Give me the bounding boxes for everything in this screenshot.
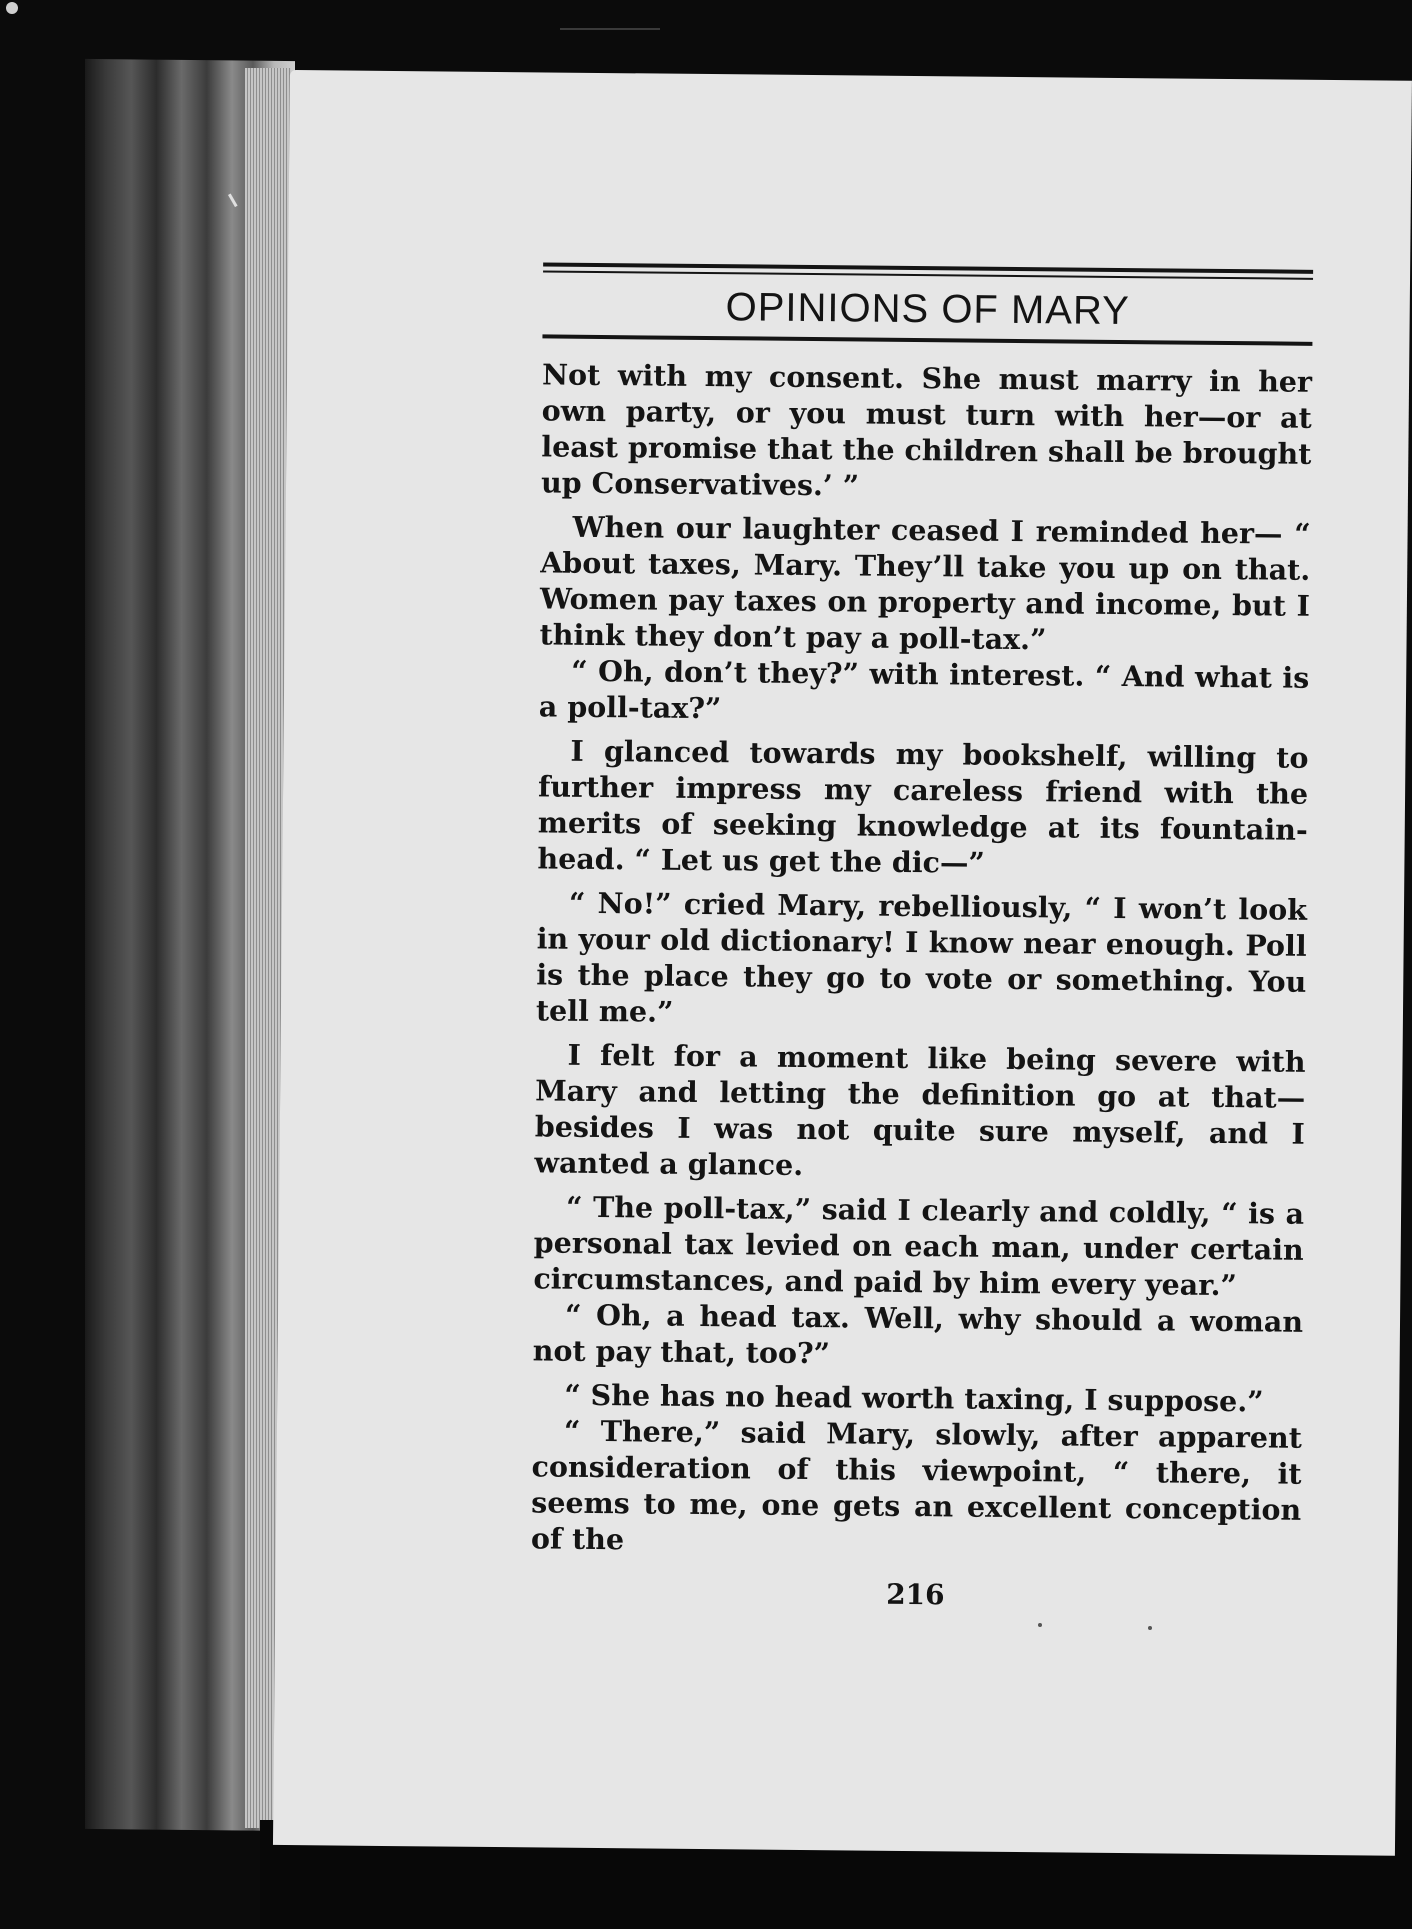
page: [273, 70, 1412, 1856]
paragraph: “ Oh, a head tax. Well, why should a woman not pay that, too?”: [532, 1297, 1304, 1371]
paragraph: I felt for a moment like being severe with Mary and letting the definition go at that— besides I was not quite sure myself, and I wanted a glance.: [534, 1037, 1306, 1182]
paragraph: “ No!” cried Mary, rebelliously, “ I won’t look in your old dictionary! I know near enough. Poll is the place they go to vote or something. You tell me.”: [535, 885, 1308, 1029]
page-content: [530, 262, 1313, 1614]
paragraph: “ The poll-tax,” said I clearly and coldly, “ is a personal tax levied on each man, under certain circumstances, and paid by him every year.”: [533, 1189, 1305, 1303]
body-text: [531, 356, 1312, 1563]
running-title: OPINIONS OF MARY: [725, 285, 1131, 334]
paragraph: Not with my consent. She must marry in her own party, or you must turn with her—or at least promise that the children shall be brought up Conservatives.’ ”: [540, 357, 1313, 503]
paragraph: When our laughter ceased I reminded her— “ About taxes, Mary. They’ll take you up on that. Women pay taxes on property and income, but I think they don’t pay a poll-tax.”: [539, 509, 1311, 657]
paragraph: “ There,” said Mary, slowly, after apparent consideration of this viewpoint, “ there, it seems to me, one gets an excellent conception of the: [530, 1413, 1303, 1557]
page-number: 216: [886, 1577, 945, 1612]
paragraph: “ She has no head worth taxing, I suppose.”: [564, 1377, 1264, 1419]
paragraph: I glanced towards my bookshelf, willing to further impress my careless friend with the merits of seeking knowledge at its fountain-head. “ Let us get the dic—”: [537, 733, 1309, 880]
header-double-rule: [543, 262, 1313, 279]
paragraph: “ Oh, don’t they?” with interest. “ And what is a poll-tax?”: [538, 653, 1310, 726]
